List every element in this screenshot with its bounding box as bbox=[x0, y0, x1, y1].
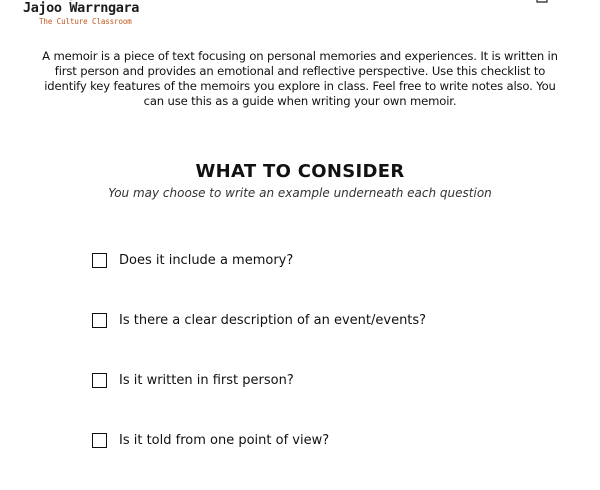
checklist-item[interactable] bbox=[92, 370, 426, 390]
decorative-corner-icon bbox=[536, 0, 548, 4]
checklist-item-label: Is it told from one point of view? bbox=[119, 432, 330, 448]
checklist-item-label: Is there a clear description of an event/events? bbox=[119, 312, 427, 328]
intro-paragraph: A memoir is a piece of text focusing on personal memories and experiences. It is written in first person and provides an emotional and reflective perspective. Use this checklist to identify key features of the memoirs you explore in class. Feel free to write notes also. You can use this as a guide when writing your own memoir. bbox=[42, 49, 558, 108]
checklist-item[interactable] bbox=[92, 430, 426, 450]
brand-tagline: The Culture Classroom bbox=[39, 16, 132, 26]
checklist-item[interactable] bbox=[92, 250, 426, 270]
brand-name: Jajoo Warrngara bbox=[23, 0, 139, 16]
checklist-item[interactable] bbox=[92, 310, 426, 330]
brand-logo bbox=[23, 2, 139, 25]
checkbox[interactable] bbox=[92, 253, 107, 268]
checklist bbox=[92, 250, 426, 490]
checklist-item-label: Does it include a memory? bbox=[119, 252, 294, 268]
section-heading: WHAT TO CONSIDER bbox=[195, 161, 405, 182]
section-subheading: You may choose to write an example underneath each question bbox=[108, 186, 492, 200]
checkbox[interactable] bbox=[92, 433, 107, 448]
checklist-item-label: Is it written in first person? bbox=[119, 372, 294, 388]
checkbox[interactable] bbox=[92, 373, 107, 388]
checkbox[interactable] bbox=[92, 313, 107, 328]
